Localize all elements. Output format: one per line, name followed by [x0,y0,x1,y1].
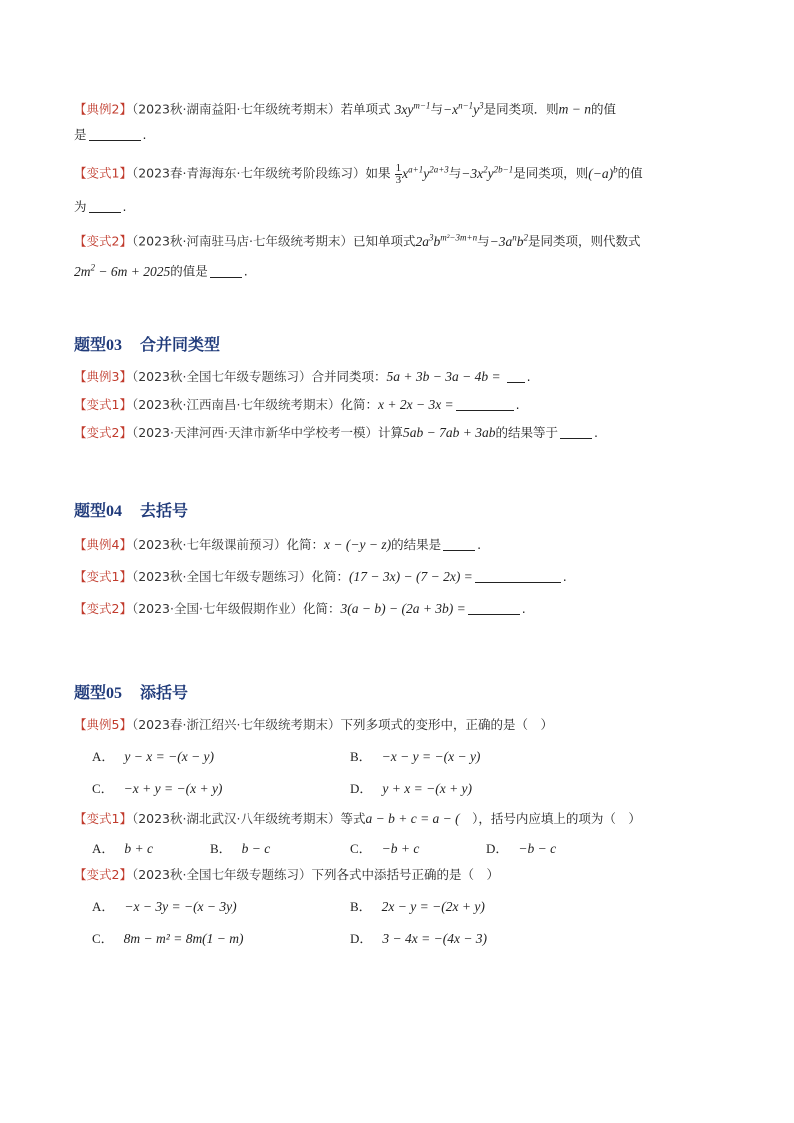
problem-text: 如果 [365,165,391,181]
option-text: b − c [241,841,271,856]
problem-variant-3-1 [74,396,520,415]
problem-source: （2023春·浙江绍兴·七年级统考期末） [131,717,341,732]
monomial-2: $-x^{n-1}y^3$ [442,100,484,117]
option-text: y − x = −(x − y) [124,749,215,764]
problem-source: （2023·全国·七年级假期作业） [131,601,303,616]
problem-source: （2023秋·全国七年级专题练习） [131,569,312,584]
problem-text: 是同类项，则代数式 [527,233,641,249]
problem-tag: 【变式2】 [74,425,132,440]
problem-variant-5-2 [74,866,499,885]
problem-source: （2023秋·全国七年级专题练习） [131,369,312,384]
option-label: C． [350,841,372,856]
option-label: D． [350,931,373,946]
problem-text: 化简： [311,569,350,584]
section-heading-04 [74,498,188,521]
option-d[interactable] [350,928,487,947]
expression: 5ab − 7ab + 3ab [402,425,496,440]
expression: a − b + c = a − ( [365,811,460,826]
option-text: 3 − 4x = −(4x − 3) [382,931,488,946]
problem-text: 的值是 [170,263,208,279]
option-a[interactable] [92,838,153,857]
problem-variant-4-2 [74,600,526,619]
problem-example-2 [74,96,616,120]
monomial-2: $-3x^2y^{2b-1}$ [461,164,514,181]
period: . [521,601,526,616]
option-text: y + x = −(x + y) [382,781,473,796]
option-text: b + c [124,841,153,856]
problem-example-2-cont [74,126,147,145]
option-c[interactable] [92,928,244,947]
problem-tag: 【变式2】 [74,601,132,616]
problem-text: 化简： [302,601,341,616]
problem-tag: 【变式1】 [74,165,132,181]
answer-blank[interactable] [456,396,514,411]
problem-tag: 【典例5】 [74,717,132,732]
section-number: 题型05 [74,685,123,702]
problem-example-3 [74,368,531,387]
option-label: A． [92,841,115,856]
option-text: −x − y = −(x − y) [381,749,481,764]
option-b[interactable] [350,896,485,915]
option-c[interactable] [350,838,419,857]
option-label: A． [92,749,115,764]
problem-text: 与 [477,233,490,249]
expression: 5a + 3b − 3a − 4b = [386,369,501,384]
problem-text: 已知单项式 [352,233,416,249]
period: . [142,127,147,142]
problem-source: （2023秋·七年级课前预习） [131,537,287,552]
problem-source: （2023春·青海海东·七年级统考阶段练习） [131,165,366,181]
monomial-1: $2a^3b^{m^2-3m+n}$ [415,232,478,249]
problem-text: 是 [74,127,87,142]
problem-variant-1-cont [74,198,127,217]
section-heading-03 [74,332,220,355]
problem-text: 是同类项，则 [513,165,589,181]
problem-variant-1 [74,160,643,186]
answer-blank[interactable] [560,424,592,439]
problem-source: （2023秋·湖北武汉·八年级统考期末） [131,811,341,826]
option-label: B． [210,841,232,856]
option-a[interactable] [92,896,237,915]
problem-variant-2-cont [74,258,248,282]
problem-text: 化简： [286,537,325,552]
problem-tag: 【变式2】 [74,867,132,882]
section-number: 题型04 [74,503,123,520]
expression: m − n [558,101,592,117]
problem-source: （2023秋·湖南益阳·七年级统考期末） [131,101,341,117]
problem-text: 为 [74,199,87,214]
option-text: −b + c [381,841,420,856]
option-text: −x − 3y = −(x − 3y) [124,899,237,914]
problem-text: 与 [430,101,443,117]
problem-source: （2023·天津河西·天津市新华中学校考一模） [131,425,378,440]
answer-blank[interactable] [443,536,475,551]
section-title: 去括号 [140,501,189,520]
problem-tag: 【变式1】 [74,811,132,826]
problem-tag: 【变式1】 [74,397,132,412]
option-text: −b − c [518,841,557,856]
period: . [515,397,520,412]
problem-text: 与 [448,165,462,181]
answer-blank[interactable] [475,568,561,583]
answer-blank[interactable] [89,198,121,213]
expression: $(-a)^b$ [588,164,618,181]
period: . [526,369,531,384]
option-a[interactable] [92,746,214,765]
problem-text: 是同类项．则 [483,101,559,117]
option-label: C． [92,931,114,946]
problem-text: 计算 [377,425,403,440]
problem-variant-4-1 [74,568,567,587]
monomial-1: $\frac{1}{3}$ $x^{a+1}y^{2a+3}$ [395,161,449,186]
problem-example-4 [74,536,481,555]
problem-example-5 [74,716,553,735]
option-label: A． [92,899,115,914]
option-b[interactable] [350,746,480,765]
problem-text: 的值 [591,101,617,117]
option-text: 8m − m² = 8m(1 − m) [123,931,244,946]
problem-text: 若单项式 [340,101,391,117]
option-b[interactable] [210,838,270,857]
problem-text: 的值 [617,165,643,181]
option-c[interactable] [92,778,222,797]
problem-text: ），括号内应填上的项为（ ） [459,811,641,826]
problem-source: （2023秋·江西南昌·七年级统考期末） [131,397,341,412]
problem-text: 等式 [340,811,366,826]
expression: $2m^2 - 6m + 2025$ [74,262,171,279]
option-label: C． [92,781,114,796]
problem-text: 合并同类项： [311,369,387,384]
expression: x − (−y − z) [324,537,392,552]
option-d[interactable] [350,778,472,797]
problem-tag: 【典例2】 [74,101,132,117]
problem-variant-3-2 [74,424,598,443]
option-label: D． [486,841,509,856]
problem-tag: 【变式1】 [74,569,132,584]
problem-text: 下列多项式的变形中，正确的是（ ） [340,717,553,732]
section-heading-05 [74,680,188,703]
expression: (17 − 3x) − (7 − 2x) = [349,569,473,584]
problem-text: 下列各式中添括号正确的是（ ） [311,867,500,882]
problem-variant-5-1 [74,810,641,829]
problem-source: （2023秋·河南驻马店·七年级统考期末） [131,233,353,249]
answer-blank[interactable] [468,600,520,615]
monomial-1: $3xy^{m-1}$ [394,100,431,117]
option-text: −x + y = −(x + y) [123,781,223,796]
problem-source: （2023秋·全国七年级专题练习） [131,867,312,882]
period: . [243,263,248,279]
option-label: B． [350,749,372,764]
answer-blank[interactable] [89,126,141,141]
section-title: 添括号 [140,683,189,702]
problem-text: 化简： [340,397,378,412]
section-number: 题型03 [74,337,123,354]
period: . [477,537,482,552]
answer-blank[interactable] [210,263,242,278]
option-label: D． [350,781,373,796]
problem-text: 的结果等于 [495,425,558,440]
problem-variant-2 [74,228,640,252]
answer-blank[interactable] [507,368,525,383]
monomial-2: $-3a^nb^2$ [489,232,528,249]
section-title: 合并同类型 [140,335,221,354]
option-label: B． [350,899,372,914]
problem-tag: 【变式2】 [74,233,132,249]
problem-tag: 【典例4】 [74,537,132,552]
period: . [122,199,127,214]
period: . [562,569,567,584]
problem-tag: 【典例3】 [74,369,132,384]
option-text: 2x − y = −(2x + y) [381,899,485,914]
expression: x + 2x − 3x = [377,397,454,412]
expression: 3(a − b) − (2a + 3b) = [340,601,466,616]
period: . [593,425,598,440]
problem-text: 的结果是 [391,537,442,552]
option-d[interactable] [486,838,556,857]
